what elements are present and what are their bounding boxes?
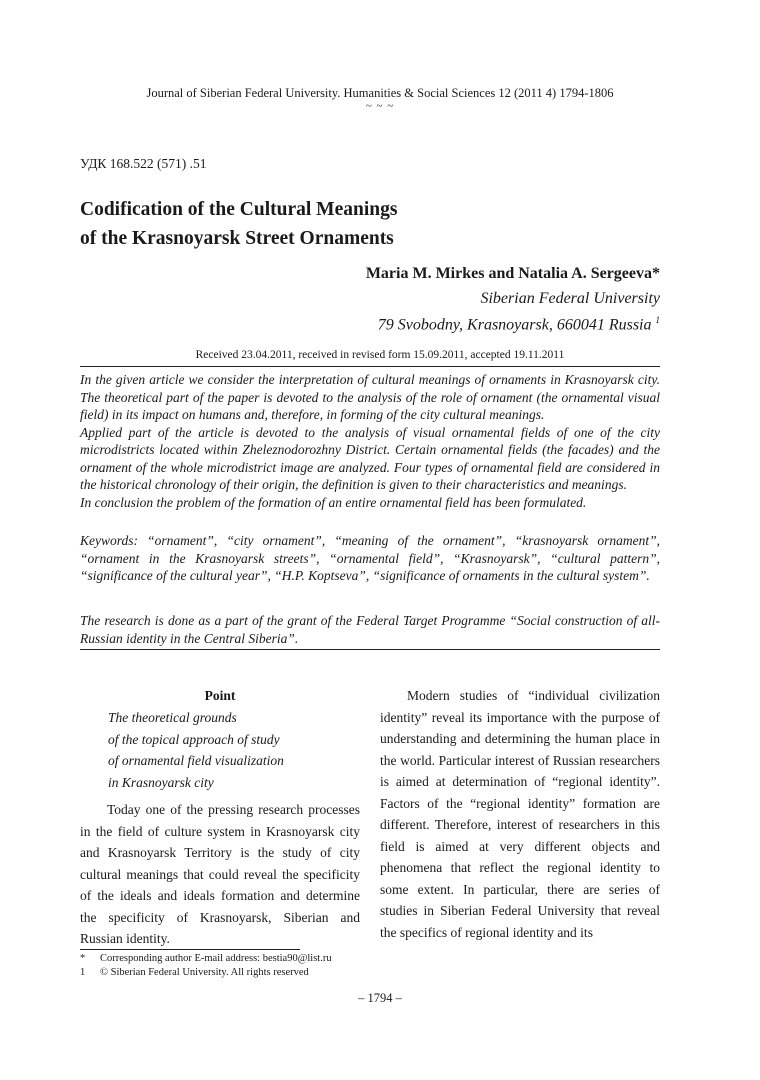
udc-code: УДК 168.522 (571) .51: [80, 156, 207, 171]
paper-title: [80, 195, 397, 253]
abstract-paragraph-2: Applied part of the article is devoted to the analysis of visual ornamental fields of one of the city microdistricts located within Zheleznodorozhny District. Certain ornamental fields (the facades) and the ornament of the whole microdistrict image are analyzed. Four types of ornamental field are considered in the historical chronology of their origin, the definition is given to their characteristics and meanings.: [80, 424, 660, 492]
abstract-bottom-rule: [80, 649, 660, 650]
subtitle-line-3: of ornamental field visualization: [108, 753, 284, 768]
journal-header: Journal of Siberian Federal University. Humanities & Social Sciences 12 (2011 4) 1794-1806: [146, 86, 614, 100]
right-body-paragraph: Modern studies of “individual civilization identity” reveal its importance with the purpose of understanding and determining the human place in the world. Particular interest of Russian researchers is aimed at determination of “regional identity”. Factors of the “regional identity” formation are different. Therefore, interest of researchers in this field is aimed at very different objects and phenomena that reflect the regional identity to some extent. In particular, there are series of studies in Siberian Federal University that reveal the specifics of regional identity and its: [380, 688, 660, 940]
footnote-1: [80, 952, 332, 966]
subtitle-line-4: in Krasnoyarsk city: [108, 774, 214, 790]
page-number: – 1794 –: [358, 991, 402, 1005]
title-line-1: Codification of the Cultural Meanings: [80, 199, 398, 220]
address-text: 79 Svobodny, Krasnoyarsk, 660041 Russia: [377, 315, 652, 333]
affiliation-address: [378, 310, 660, 336]
keywords: [80, 532, 660, 585]
abstract-paragraph-1: In the given article we consider the interpretation of cultural meanings of ornaments in Krasnoyarsk city. The theoretical part of the paper is devoted to the analysis of the role of ornament (the ornamental visual field) in its impact on humans and, therefore, in forming of the city cultural meanings.: [80, 372, 660, 422]
footnote-rule: [80, 949, 300, 950]
subtitle-line-2: of the topical approach of study: [108, 731, 280, 747]
footnote-2-mark: 1: [80, 967, 86, 978]
footnote-2: [80, 966, 309, 980]
header-separator: ~ ~ ~: [365, 100, 395, 112]
section-subtitle: [80, 707, 360, 793]
authors: Maria M. Mirkes and Natalia A. Sergeeva*: [365, 265, 660, 282]
title-line-2: of the Krasnoyarsk Street Ornaments: [80, 228, 394, 249]
abstract-top-rule: [80, 366, 660, 367]
abstract-paragraph-3: In conclusion the problem of the formation of an entire ornamental field has been formulated.: [80, 494, 587, 510]
grant-text: The research is done as a part of the grant of the Federal Target Programme “Social construction of all-Russian identity in the Central Siberia”.: [80, 613, 660, 646]
abstract: [80, 371, 660, 511]
left-column: [80, 685, 360, 950]
footnote-2-text: © Siberian Federal University. All rights reserved: [100, 967, 309, 978]
right-column: [380, 685, 660, 943]
footnote-1-mark: *: [80, 953, 86, 964]
affiliation: [378, 288, 660, 335]
received-dates: Received 23.04.2011, received in revised form 15.09.2011, accepted 19.11.2011: [195, 349, 565, 361]
affiliation-note-mark: 1: [655, 314, 660, 325]
subtitle-line-1: The theoretical grounds: [108, 710, 237, 725]
footnote-1-text: Corresponding author E-mail address: bestia90@list.ru: [100, 953, 332, 964]
left-body-paragraph: Today one of the pressing research processes in the field of culture system in Krasnoyarsk city and Krasnoyarsk Territory is the study of city cultural meanings that could reveal the specificity of the ideals and ideals formation and determine the specificity of Krasnoyarsk, Siberian and Russian identity.: [80, 802, 360, 946]
affiliation-university: Siberian Federal University: [480, 290, 660, 307]
keywords-text: Keywords: “ornament”, “city ornament”, “meaning of the ornament”, “krasnoyarsk ornament”, “ornament in the Krasnoyarsk streets”, “ornamental field”, “Krasnoyarsk”, “cultural pattern”, “significance of the cultural year”, “H.P. Koptseva”, “significance of ornaments in the cultural system”.: [80, 533, 660, 583]
grant-note: [80, 612, 660, 647]
section-heading: Point: [204, 688, 236, 703]
